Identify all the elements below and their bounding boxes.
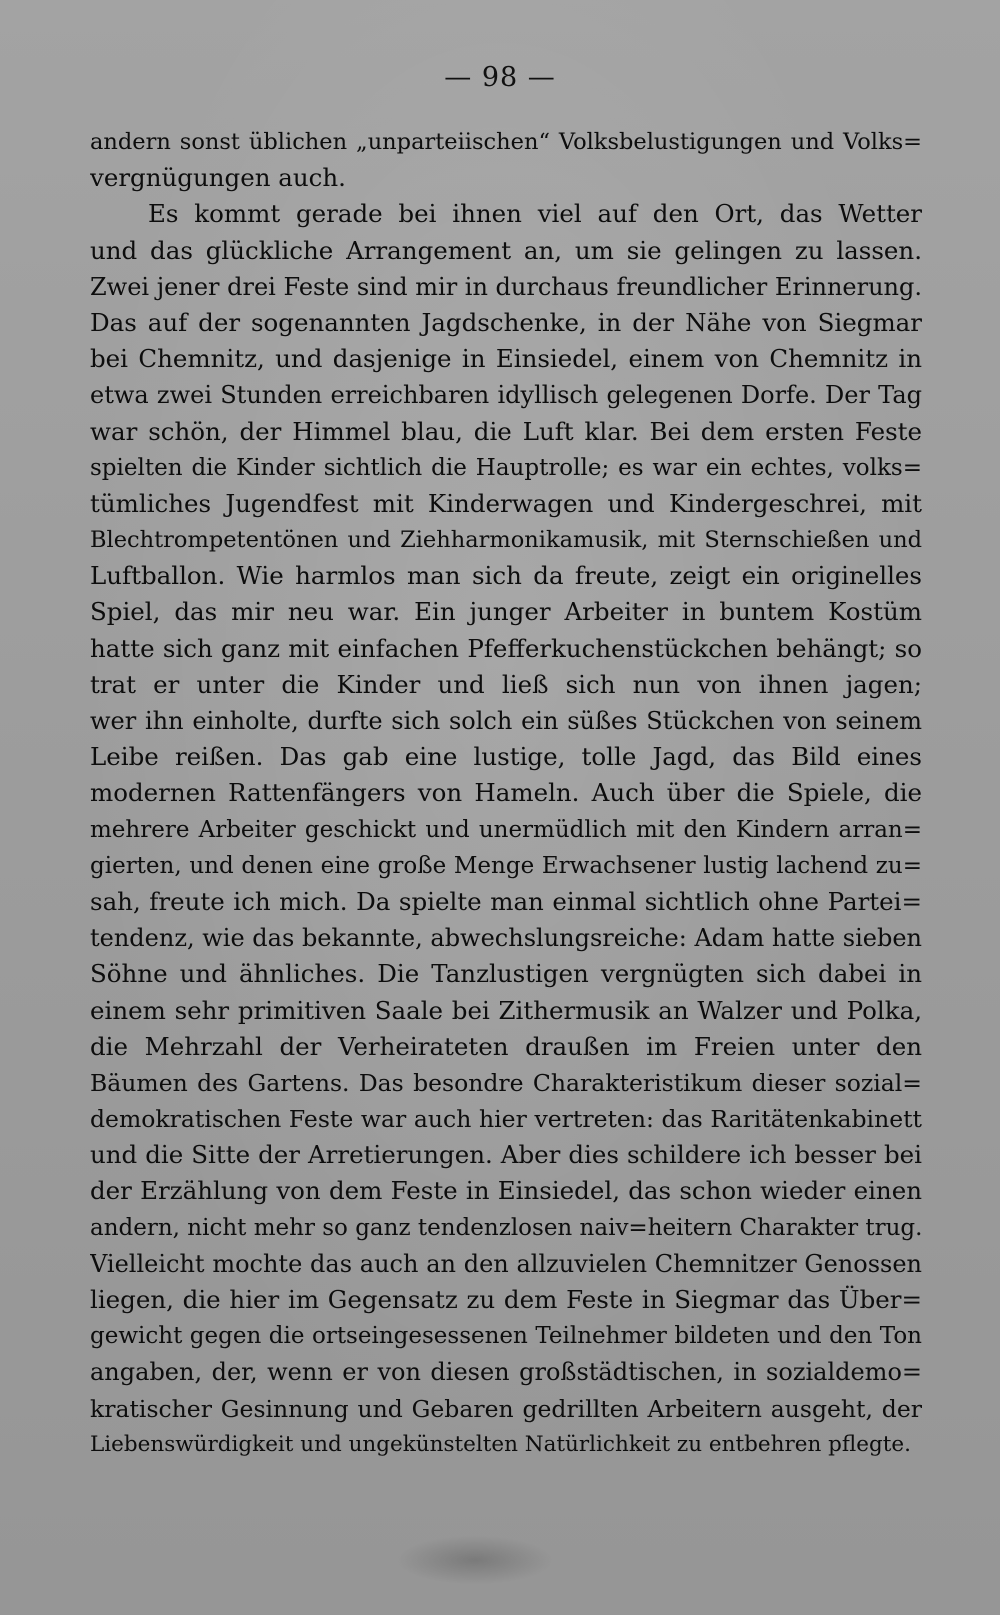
body-text bbox=[90, 124, 922, 1463]
text-line: demokratischen Feste war auch hier vertreten: das Raritätenkabinett bbox=[90, 1105, 922, 1134]
text-line: gewicht gegen die ortseingesessenen Teilnehmer bildeten und den Ton bbox=[90, 1323, 922, 1350]
text-line: kratischer Gesinnung und Gebaren gedrillten Arbeitern ausgeht, der bbox=[90, 1394, 922, 1423]
library-stamp-smudge bbox=[395, 1535, 555, 1585]
text-line: tendenz, wie das bekannte, abwechslungsreiche: Adam hatte sieben bbox=[90, 924, 922, 953]
page-number: — 98 — bbox=[444, 62, 556, 93]
text-line: mehrere Arbeiter geschickt und unermüdlich mit den Kindern arran= bbox=[90, 816, 922, 843]
text-line: der Erzählung von dem Feste in Einsiedel, das schon wieder einen bbox=[90, 1176, 922, 1206]
text-line: Luftballon. Wie harmlos man sich da freute, zeigt ein originelles bbox=[90, 561, 922, 591]
text-line: gierten, und denen eine große Menge Erwachsener lustig lachend zu= bbox=[90, 852, 922, 879]
text-line: Leibe reißen. Das gab eine lustige, tolle Jagd, das Bild eines bbox=[90, 742, 922, 772]
text-line: wer ihn einholte, durfte sich solch ein süßes Stückchen von seinem bbox=[90, 707, 922, 735]
text-line: Bäumen des Gartens. Das besondre Charakteristikum dieser sozial= bbox=[90, 1068, 922, 1097]
text-line: Blechtrompetentönen und Ziehharmonikamusik, mit Sternschießen und bbox=[90, 527, 922, 554]
text-line: Vielleicht mochte das auch an den allzuvielen Chemnitzer Genossen bbox=[90, 1249, 922, 1278]
text-line: tümliches Jugendfest mit Kinderwagen und Kindergeschrei, mit bbox=[90, 488, 922, 518]
text-line: die Mehrzahl der Verheirateten draußen im Freien unter den bbox=[90, 1031, 922, 1061]
text-line: trat er unter die Kinder und ließ sich nun von ihnen jagen; bbox=[90, 669, 922, 699]
text-line: Söhne und ähnliches. Die Tanzlustigen vergnügten sich dabei in bbox=[90, 959, 922, 989]
text-line: hatte sich ganz mit einfachen Pfefferkuchenstückchen behängt; so bbox=[90, 633, 922, 663]
text-line: Das auf der sogenannten Jagdschenke, in der Nähe von Siegmar bbox=[90, 307, 922, 337]
text-line: andern, nicht mehr so ganz tendenzlosen naiv=heitern Charakter trug. bbox=[90, 1214, 922, 1241]
text-line: spielten die Kinder sichtlich die Hauptrolle; es war ein echtes, volks= bbox=[90, 454, 922, 481]
text-line: und die Sitte der Arretierungen. Aber dies schildere ich besser bei bbox=[90, 1140, 922, 1170]
text-line: und das glückliche Arrangement an, um sie gelingen zu lassen. bbox=[90, 235, 922, 265]
text-line: liegen, die hier im Gegensatz zu dem Feste in Siegmar das Über= bbox=[90, 1285, 922, 1314]
text-line: Es kommt gerade bei ihnen viel auf den Ort, das Wetter bbox=[148, 199, 922, 229]
text-line: etwa zwei Stunden erreichbaren idyllisch gelegenen Dorfe. Der Tag bbox=[90, 381, 922, 410]
text-line: sah, freute ich mich. Da spielte man einmal sichtlich ohne Partei= bbox=[90, 886, 922, 916]
text-line: einem sehr primitiven Saale bei Zithermusik an Walzer und Polka, bbox=[90, 995, 922, 1025]
text-line: bei Chemnitz, und dasjenige in Einsiedel, einem von Chemnitz in bbox=[90, 344, 922, 374]
text-line: andern sonst üblichen „unparteiischen“ Volksbelustigungen und Volks= bbox=[90, 129, 922, 155]
text-line: angaben, der, wenn er von diesen großstädtischen, in sozialdemo= bbox=[90, 1358, 922, 1387]
text-line: war schön, der Himmel blau, die Luft klar. Bei dem ersten Feste bbox=[90, 416, 922, 446]
text-line: Zwei jener drei Feste sind mir in durchaus freundlicher Erinnerung. bbox=[90, 272, 922, 301]
text-line: Liebenswürdigkeit und ungekünstelten Natürlichkeit zu entbehren pflegte. bbox=[90, 1431, 911, 1457]
text-line: vergnügungen auch. bbox=[90, 163, 346, 193]
text-line: modernen Rattenfängers von Hameln. Auch über die Spiele, die bbox=[90, 778, 922, 808]
text-line: Spiel, das mir neu war. Ein junger Arbeiter in buntem Kostüm bbox=[90, 597, 922, 627]
